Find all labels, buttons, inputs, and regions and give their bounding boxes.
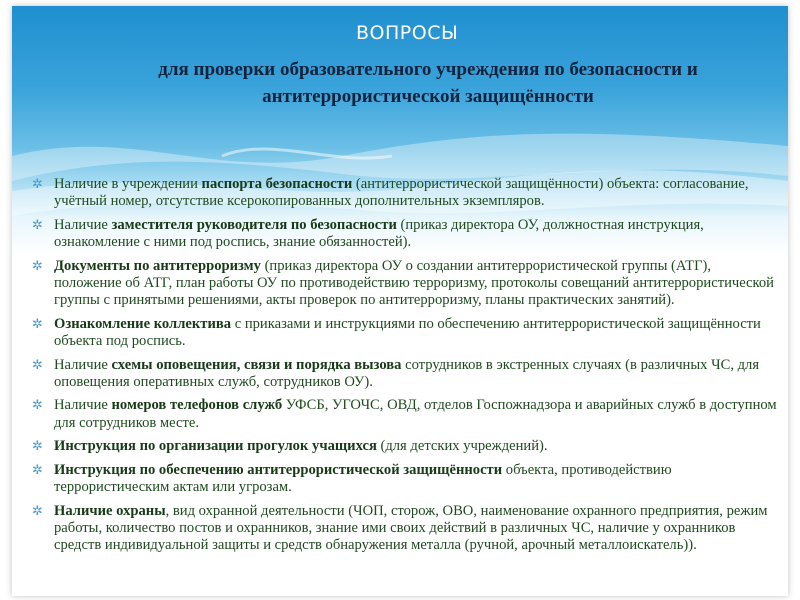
bullet-icon: ✲: [32, 439, 43, 455]
bullet-icon: ✲: [32, 258, 43, 274]
list-item: [30, 176, 780, 211]
item-text-bold: паспорта безопасности: [201, 176, 353, 192]
slide-title: [60, 22, 776, 110]
item-text-post: УФСБ, УГОЧС, ОВД, отделов Госпожнадзора и аварийных служб в доступном для сотрудников месте.: [54, 397, 777, 431]
item-text-post: (антитеррористической защищённости) объекта: согласование, учётный номер, отсутствие ксерокопированных дополнительных экземпляров.: [54, 176, 749, 210]
item-text-bold: номеров телефонов служб: [111, 397, 283, 414]
item-text-post: , вид охранной деятельности (ЧОП, сторож, ОВО, наименование охранного предприятия, режим работы, количество постов и охранников, знание ими своих действий в различных ЧС, наличие у охранников средств индивидуальной защиты и средств обнаружения металла (ручной, арочный металлоискатель)).: [54, 502, 768, 554]
list-item: [30, 357, 780, 392]
bullet-icon: ✲: [32, 503, 43, 519]
item-text-pre: Наличие: [54, 397, 112, 414]
item-text-bold: Инструкция по организации прогулок учащихся: [54, 438, 377, 455]
item-text-pre: Наличие: [54, 356, 112, 373]
bullet-icon: ✲: [32, 398, 43, 414]
list-item: [30, 503, 780, 555]
item-text-bold: заместителя руководителя по безопасности: [111, 216, 397, 233]
item-text-post: сотрудников в экстренных случаях (в различных ЧС, для оповещения оперативных служб, сотрудников ОУ).: [54, 356, 760, 391]
list-item: [30, 316, 780, 351]
item-text-post: объекта, противодействию террористическим актам или угрозам.: [54, 461, 672, 496]
bullet-icon: ✲: [32, 357, 43, 373]
list-item: [30, 438, 780, 455]
bullet-icon: ✲: [32, 462, 43, 478]
item-text-pre: Наличие: [54, 216, 112, 233]
item-text-post: (приказ директора ОУ о создании антитеррористической группы (АТГ), положение об АТГ, план работы ОУ по противодействию терроризму, протоколы совещаний антитеррористической группы с принятыми решениями, акты проверок по антитерроризму, планы практических занятий).: [54, 257, 774, 309]
bullet-icon: ✲: [32, 217, 43, 233]
title-line-1: ВОПРОСЫ: [356, 22, 459, 44]
bullet-icon: ✲: [32, 316, 43, 332]
list-item: [30, 462, 780, 497]
list-item: [30, 217, 780, 252]
item-text-pre: Наличие в учреждении: [54, 176, 202, 192]
item-text-post: (приказ директора ОУ, должностная инструкция, ознакомление с ними под роспись, знание обязанностей).: [54, 216, 704, 251]
item-text-bold: Документы по антитерроризму: [54, 257, 261, 274]
item-text-bold: схемы оповещения, связи и порядка вызова: [111, 356, 402, 373]
list-item: [30, 397, 780, 432]
item-text-post: с приказами и инструкциями по обеспечению антитеррористической защищённости объекта под роспись.: [54, 315, 761, 350]
title-line-2: для проверки образовательного учреждения по безопасности и антитеррористической защищённости: [158, 59, 698, 107]
item-text-bold: Инструкция по обеспечению антитеррористической защищённости: [54, 461, 503, 478]
list-item: [30, 258, 780, 310]
checklist: [30, 176, 780, 561]
item-text-bold: Ознакомление коллектива: [54, 315, 232, 332]
item-text-post: (для детских учреждений).: [376, 438, 548, 455]
bullet-icon: ✲: [32, 177, 43, 192]
item-text-bold: Наличие охраны: [54, 502, 166, 519]
